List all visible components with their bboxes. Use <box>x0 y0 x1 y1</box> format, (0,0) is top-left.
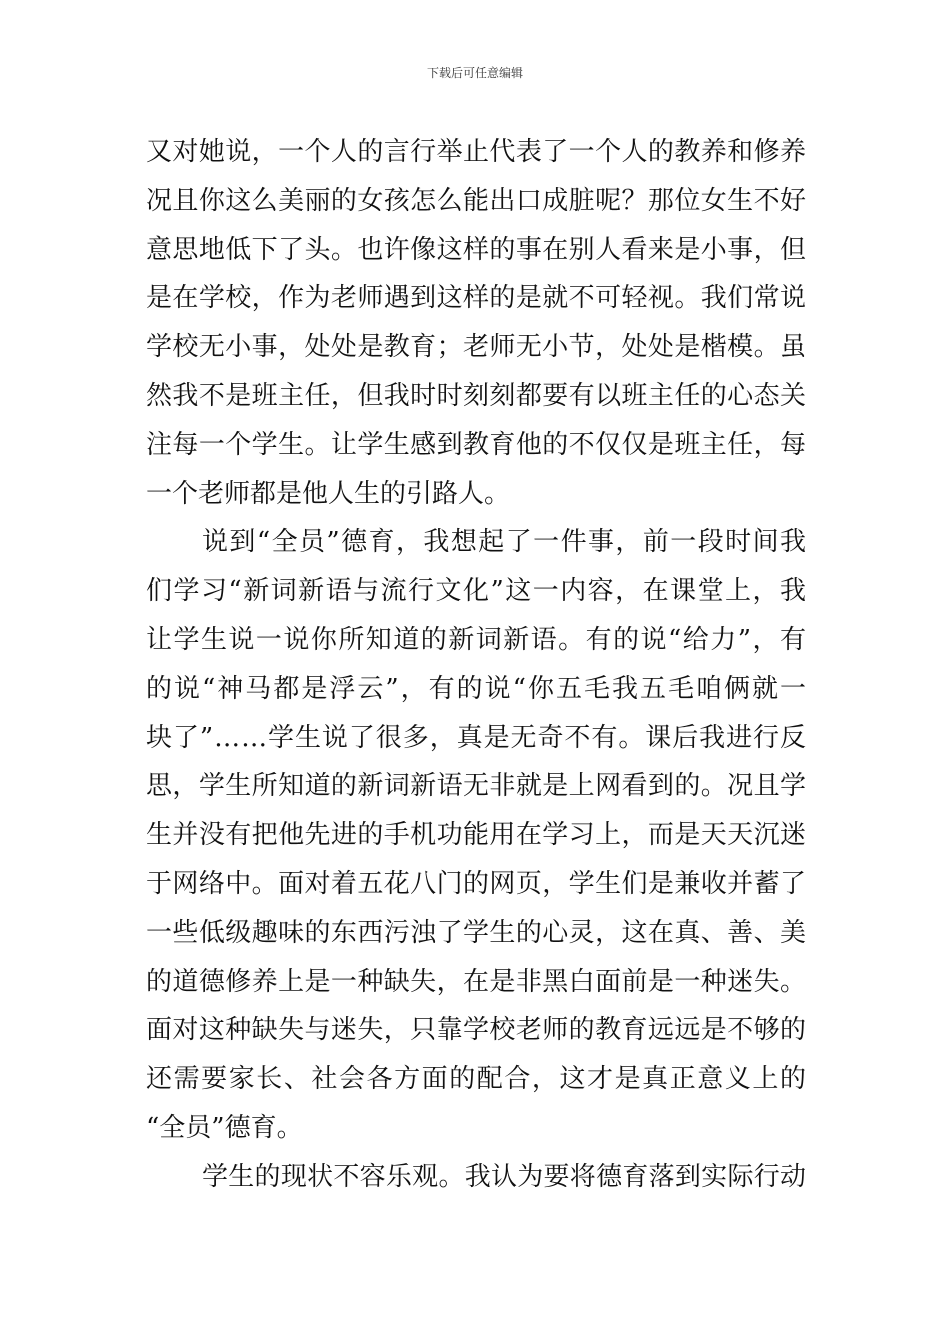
text-line: 说到“全员”德育，我想起了一件事，前一段时间我 <box>202 527 808 558</box>
text-line: 们学习“新词新语与流行文化”这一内容，在课堂上，我 <box>146 576 808 607</box>
document-body <box>146 128 806 1202</box>
text-line: “全员”德育。 <box>146 1112 303 1143</box>
text-line: 块了”……学生说了很多，真是无奇不有。课后我进行反 <box>146 722 807 753</box>
text-line: 一些低级趣味的东西污浊了学生的心灵，这在真、善、美 <box>146 917 807 948</box>
text-line: 的说“神马都是浮云”，有的说“你五毛我五毛咱俩就一 <box>146 673 808 704</box>
text-line: 又对她说，一个人的言行举止代表了一个人的教养和修养 <box>146 137 807 167</box>
text-line: 意思地低下了头。也许像这样的事在别人看来是小事，但 <box>146 234 807 265</box>
text-line: 于网络中。面对着五花八门的网页，学生们是兼收并蓄了 <box>146 868 807 899</box>
text-line: 思，学生所知道的新词新语无非就是上网看到的。况且学 <box>146 771 807 802</box>
text-line: 学生的现状不容乐观。我认为要将德育落到实际行动 <box>202 1161 807 1192</box>
text-line: 学校无小事，处处是教育；老师无小节，处处是楷模。虽 <box>146 332 807 363</box>
text-line: 注每一个学生。让学生感到教育他的不仅仅是班主任，每 <box>146 429 807 460</box>
text-line: 让学生说一说你所知道的新词新语。有的说“给力”，有 <box>146 624 808 655</box>
page-header: 下载后可任意编辑 <box>426 66 523 80</box>
text-line: 一个老师都是他人生的引路人。 <box>146 478 511 509</box>
text-line: 然我不是班主任，但我时时刻刻都要有以班主任的心态关 <box>146 380 807 411</box>
text-line: 生并没有把他先进的手机功能用在学习上，而是天天沉迷 <box>146 820 807 851</box>
text-line: 还需要家长、社会各方面的配合，这才是真正意义上的 <box>146 1064 808 1095</box>
text-line: 的道德修养上是一种缺失，在是非黑白面前是一种迷失。 <box>146 966 807 997</box>
text-line: 是在学校，作为老师遇到这样的是就不可轻视。我们常说 <box>146 283 807 314</box>
text-line: 面对这种缺失与迷失，只靠学校老师的教育远远是不够的 <box>146 1015 807 1046</box>
text-line: 况且你这么美丽的女孩怎么能出口成脏呢？那位女生不好 <box>146 185 807 216</box>
